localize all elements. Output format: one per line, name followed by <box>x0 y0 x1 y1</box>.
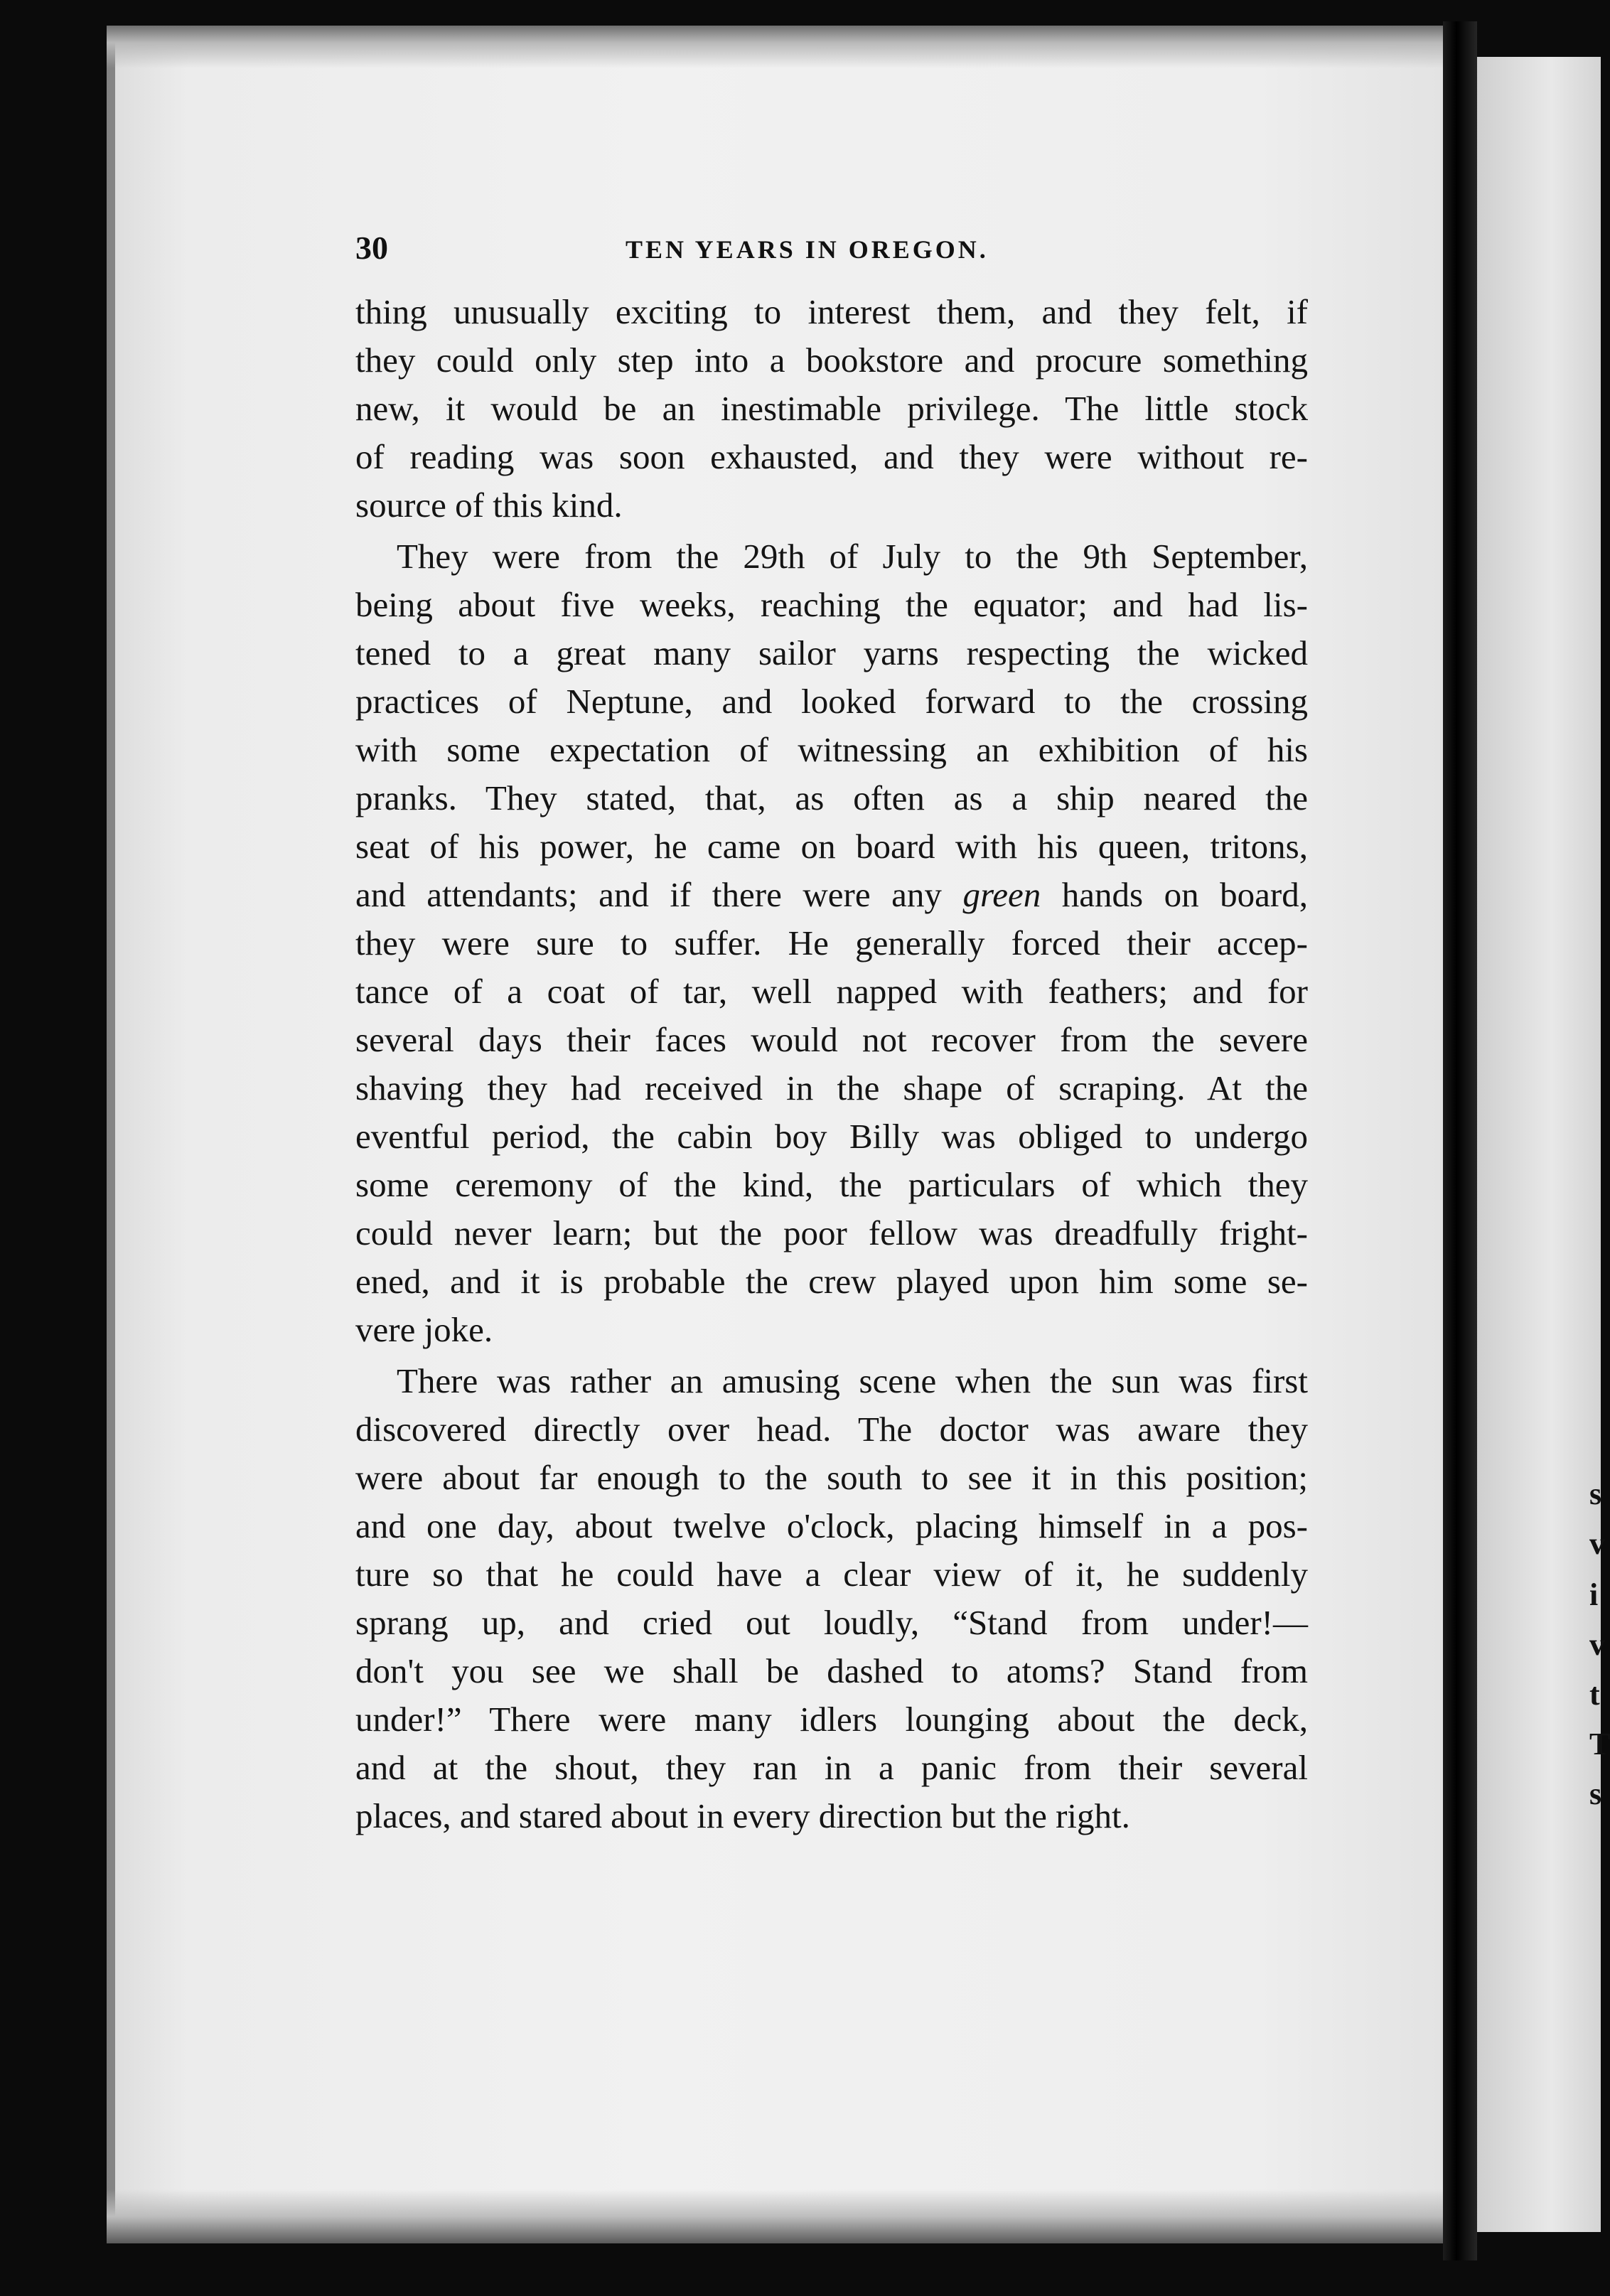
text-line: were about far enough to the south to see it in this position; <box>355 1458 1308 1497</box>
text-line: several days their faces would not recover from the severe <box>355 1020 1308 1059</box>
text-line: eventful period, the cabin boy Billy was obliged to undergo <box>355 1117 1308 1156</box>
text-line: discovered directly over head. The doctor was aware they <box>355 1410 1308 1449</box>
paragraph <box>355 288 1308 530</box>
italic-word: green <box>962 875 1041 914</box>
text-line: of reading was soon exhausted, and they were without re- <box>355 437 1308 476</box>
text-line: being about five weeks, reaching the equator; and had lis- <box>355 585 1308 624</box>
text-line: There was rather an amusing scene when the sun was first <box>397 1361 1308 1400</box>
text-line: practices of Neptune, and looked forward to the crossing <box>355 682 1308 721</box>
text-line: ened, and it is probable the crew played upon him some se- <box>355 1262 1308 1301</box>
text-line: tened to a great many sailor yarns respecting the wicked <box>355 633 1308 672</box>
body-text <box>355 288 1308 1840</box>
text-line: shaving they had received in the shape of scraping. At the <box>355 1068 1308 1107</box>
facing-page-letter: t <box>1589 1677 1600 1712</box>
page-top-edge-shadow <box>107 26 1457 68</box>
text-line: They were from the 29th of July to the 9th September, <box>397 537 1308 576</box>
text-line: ture so that he could have a clear view of it, he suddenly <box>355 1555 1308 1594</box>
facing-page-letter: i <box>1589 1577 1599 1612</box>
text-line: pranks. They stated, that, as often as a ship neared the <box>355 778 1308 817</box>
running-head <box>355 229 1379 272</box>
page-left-edge <box>107 26 115 2243</box>
text-line: source of this kind. <box>355 486 623 525</box>
text-line: sprang up, and cried out loudly, “Stand from under!— <box>355 1603 1308 1642</box>
text-line: tance of a coat of tar, well napped with feathers; and for <box>355 972 1308 1011</box>
paragraph <box>355 1357 1308 1840</box>
facing-page-letter: s <box>1589 1476 1602 1511</box>
text-line: seat of his power, he came on board with his queen, tritons, <box>355 827 1308 866</box>
text-line: some ceremony of the kind, the particulars of which they <box>355 1165 1308 1204</box>
text-line: places, and stared about in every direction but the right. <box>355 1796 1130 1835</box>
text-line: new, it would be an inestimable privilege. The little stock <box>355 389 1308 428</box>
paragraph <box>355 532 1308 1354</box>
text-line: and at the shout, they ran in a panic from their several <box>355 1748 1308 1787</box>
page-number: 30 <box>355 230 388 266</box>
book-gutter <box>1443 21 1477 2260</box>
facing-page-letter: T <box>1589 1727 1610 1761</box>
text-line: and one day, about twelve o'clock, placing himself in a pos- <box>355 1506 1308 1545</box>
text-line: vere joke. <box>355 1310 493 1349</box>
text-line: with some expectation of witnessing an exhibition of his <box>355 730 1308 769</box>
facing-page-letter: s <box>1589 1776 1602 1811</box>
text-line: they could only step into a bookstore and procure something <box>355 340 1308 380</box>
facing-page-edge <box>1477 57 1601 2232</box>
text-line: under!” There were many idlers lounging about the deck, <box>355 1700 1308 1739</box>
facing-page-letter: v <box>1589 1526 1605 1561</box>
text-line: and attendants; and if there were any green hands on board, <box>355 875 1308 914</box>
text-line: don't you see we shall be dashed to atoms? Stand from <box>355 1651 1308 1690</box>
page-bottom-edge-shadow <box>107 2189 1457 2243</box>
text-line: they were sure to suffer. He generally forced their accep- <box>355 923 1308 962</box>
facing-page-letter: v <box>1589 1627 1605 1662</box>
running-title: TEN YEARS IN OREGON. <box>626 235 989 264</box>
text-line: thing unusually exciting to interest them, and they felt, if <box>355 292 1308 331</box>
text-line: could never learn; but the poor fellow was dreadfully fright- <box>355 1213 1308 1252</box>
